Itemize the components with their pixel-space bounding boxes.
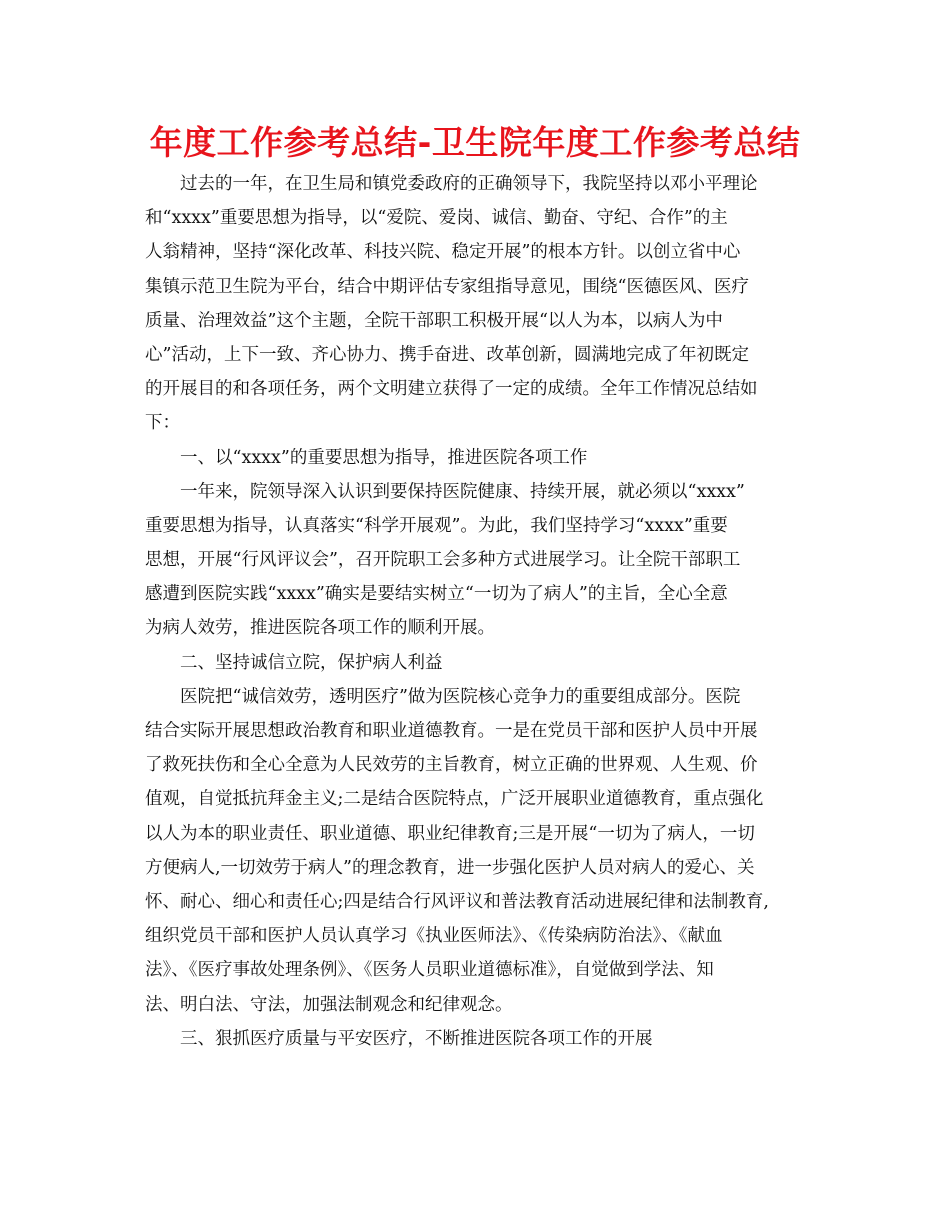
paragraph-line: 质量、治理效益”这个主题，全院干部职工积极开展“以人为本，以病人为中 <box>145 310 723 331</box>
section-heading: 三、狠抓医疗质量与平安医疗，不断推进医院各项工作的开展 <box>180 1028 653 1049</box>
paragraph-line: 的开展目的和各项任务，两个文明建立获得了一定的成绩。全年工作情况总结如 <box>145 379 758 400</box>
section-heading: 一、以“xxxx”的重要思想为指导，推进医院各项工作 <box>180 447 588 468</box>
paragraph-line: 和“xxxx”重要思想为指导，以“爱院、爱岗、诚信、勤奋、守纪、合作”的主 <box>145 208 728 229</box>
paragraph-line: 结合实际开展思想政治教育和职业道德教育。一是在党员干部和医护人员中开展 <box>145 721 758 741</box>
paragraph-line: 集镇示范卫生院为平台，结合中期评估专家组指导意见，围绕“医德医风、医疗 <box>145 276 749 297</box>
paragraph-line: 重要思想为指导，认真落实“科学开展观”。为此，我们坚持学习“xxxx”重要 <box>145 515 728 536</box>
paragraph-line: 法》、《医疗事故处理条例》、《医务人员职业道德标准》，自觉做到学法、知 <box>145 960 714 981</box>
paragraph-line: 下： <box>145 413 180 434</box>
paragraph-line: 感遭到医院实践“xxxx”确实是要结实树立“一切为了病人”的主旨，全心全意 <box>145 584 728 605</box>
paragraph-line: 心”活动，上下一致、齐心协力、携手奋进、改革创新，圆满地完成了年初既定 <box>145 344 749 365</box>
paragraph-line: 了救死扶伤和全心全意为人民效劳的主旨教育，树立正确的世界观、人生观、价 <box>145 755 758 776</box>
paragraph-line: 怀、耐心、细心和责任心;四是结合行风评议和普法教育活动进展纪律和法制教育, <box>145 891 769 912</box>
paragraph-line: 以人为本的职业责任、职业道德、职业纪律教育;三是开展“一切为了病人，一切 <box>145 823 755 844</box>
paragraph-line: 组织党员干部和医护人员认真学习《执业医师法》、《传染病防治法》、《献血 <box>145 926 723 947</box>
paragraph-line: 法、明白法、守法，加强法制观念和纪律观念。 <box>145 994 513 1015</box>
paragraph-line: 为病人效劳，推进医院各项工作的顺利开展。 <box>145 618 495 639</box>
paragraph-line: 方便病人,一切效劳于病人”的理念教育，进一步强化医护人员对病人的爱心、关 <box>145 857 755 878</box>
section-heading: 二、坚持诚信立院，保护病人利益 <box>180 652 443 673</box>
paragraph-line: 人翁精神，坚持“深化改革、科技兴院、稳定开展”的根本方针。以创立省中心 <box>145 242 741 263</box>
paragraph-line: 值观，自觉抵抗拜金主义;二是结合医院特点，广泛开展职业道德教育，重点强化 <box>145 789 764 810</box>
paragraph-line: 医院把“诚信效劳，透明医疗”做为医院核心竞争力的重要组成部分。医院 <box>180 686 741 707</box>
paragraph-line: 过去的一年，在卫生局和镇党委政府的正确领导下，我院坚持以邓小平理论 <box>180 174 758 194</box>
document-body <box>145 167 825 1056</box>
paragraph-line: 思想，开展“行风评议会”，召开院职工会多种方式进展学习。让全院干部职工 <box>145 550 741 571</box>
document-title: 年度工作参考总结-卫生院年度工作参考总结 <box>149 123 801 162</box>
paragraph-line: 一年来，院领导深入认识到要保持医院健康、持续开展，就必须以“xxxx” <box>180 481 745 502</box>
